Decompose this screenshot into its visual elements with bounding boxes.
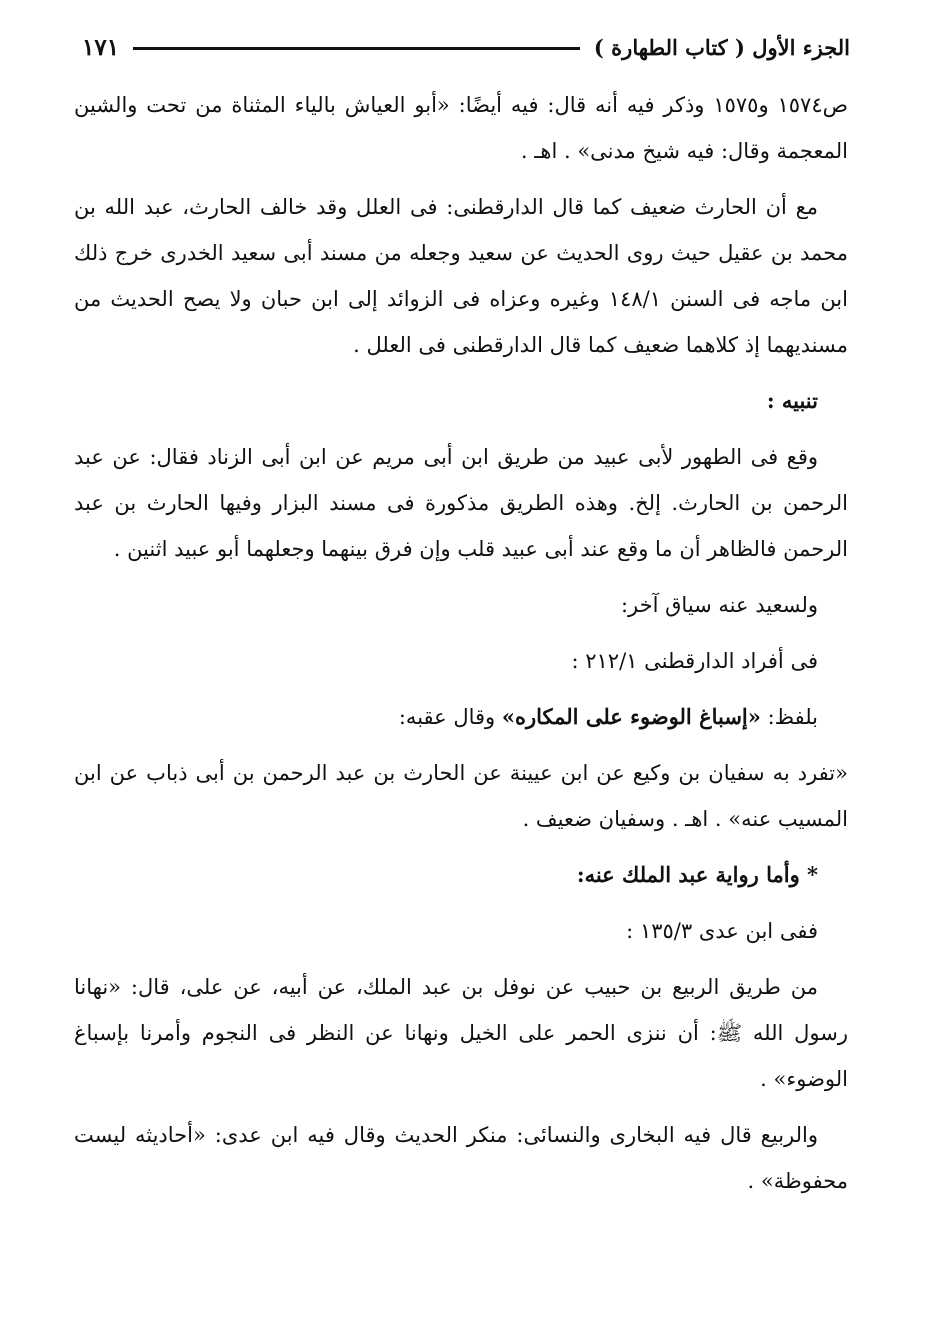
page-number: ١٧١ (82, 33, 120, 61)
paragraph-another-wording: ولسعيد عنه سياق آخر: (620, 593, 818, 617)
page-header (82, 30, 850, 64)
paragraph-sufyan: «تفرد به سفيان بن وكيع عن ابن عيينة عن الحارث بن عبد الرحمن بن أبى ذباب عن ابن المسيب عنه» . اهـ . وسفيان ضعيف . (74, 761, 848, 831)
paragraph-rabi: من طريق الربيع بن حبيب عن نوفل بن عبد الملك، عن أبيه، عن على، قال: «نهانا رسول الله ﷺ: أن ننزى الحمر على الخيل ونهانا عن النظر فى النجوم وأمرنا بإسباغ الوضوء» . (74, 975, 848, 1091)
paragraph-wording (74, 694, 848, 740)
paragraph-ibn-adi: ففى ابن عدى ١٣٥/٣ : (626, 919, 818, 943)
heading-note: تنبيه : (766, 388, 818, 413)
heading-abd-al-malik: * وأما رواية عبد الملك عنه: (576, 862, 818, 887)
paragraph-rabi-assessment: والربيع قال فيه البخارى والنسائى: منكر الحديث وقال فيه ابن عدى: «أحاديثه ليست محفوظة» . (74, 1123, 848, 1193)
running-title: الجزء الأول ( كتاب الطهارة ) (593, 34, 850, 60)
paragraph-harith: مع أن الحارث ضعيف كما قال الدارقطنى: فى العلل وقد خالف الحارث، عبد الله بن محمد بن عقيل حيث روى الحديث عن سعيد وجعله من مسند أبى سعيد الخدرى خرج ذلك ابن ماجه فى السنن ١٤٨/١ وغيره وعزاه فى الزوائد إلى ابن حبان ولا يصح الحديث من مسنديهما إذ كلاهما ضعيف كما قال الدارقطنى فى العلل . (74, 195, 848, 357)
paragraph-tuhur: وقع فى الطهور لأبى عبيد من طريق ابن أبى مريم عن ابن أبى الزناد فقال: عن عبد الرحمن بن الحارث. إلخ. وهذه الطريق مذكورة فى مسند البزار وفيها الحارث بن عبد الرحمن فالظاهر أن ما وقع عند أبى عبيد قلب وإن فرق بينهما وجعلهما أبو عبيد اثنين . (74, 445, 848, 561)
page-body (74, 82, 848, 1214)
wording-quote: «إسباغ الوضوء على المكاره» (501, 704, 761, 729)
header-rule (133, 47, 580, 50)
wording-suffix: وقال عقبه: (398, 705, 502, 729)
wording-prefix: بلفظ: (760, 705, 818, 729)
paragraph-afrad: فى أفراد الدارقطنى ٢١٢/١ : (571, 649, 818, 673)
paragraph-citation: ص١٥٧٤ و١٥٧٥ وذكر فيه أنه قال: فيه أيضًا: «أبو العياش بالياء المثناة من تحت والشين المعجمة وقال: فيه شيخ مدنى» . اهـ . (74, 93, 848, 163)
